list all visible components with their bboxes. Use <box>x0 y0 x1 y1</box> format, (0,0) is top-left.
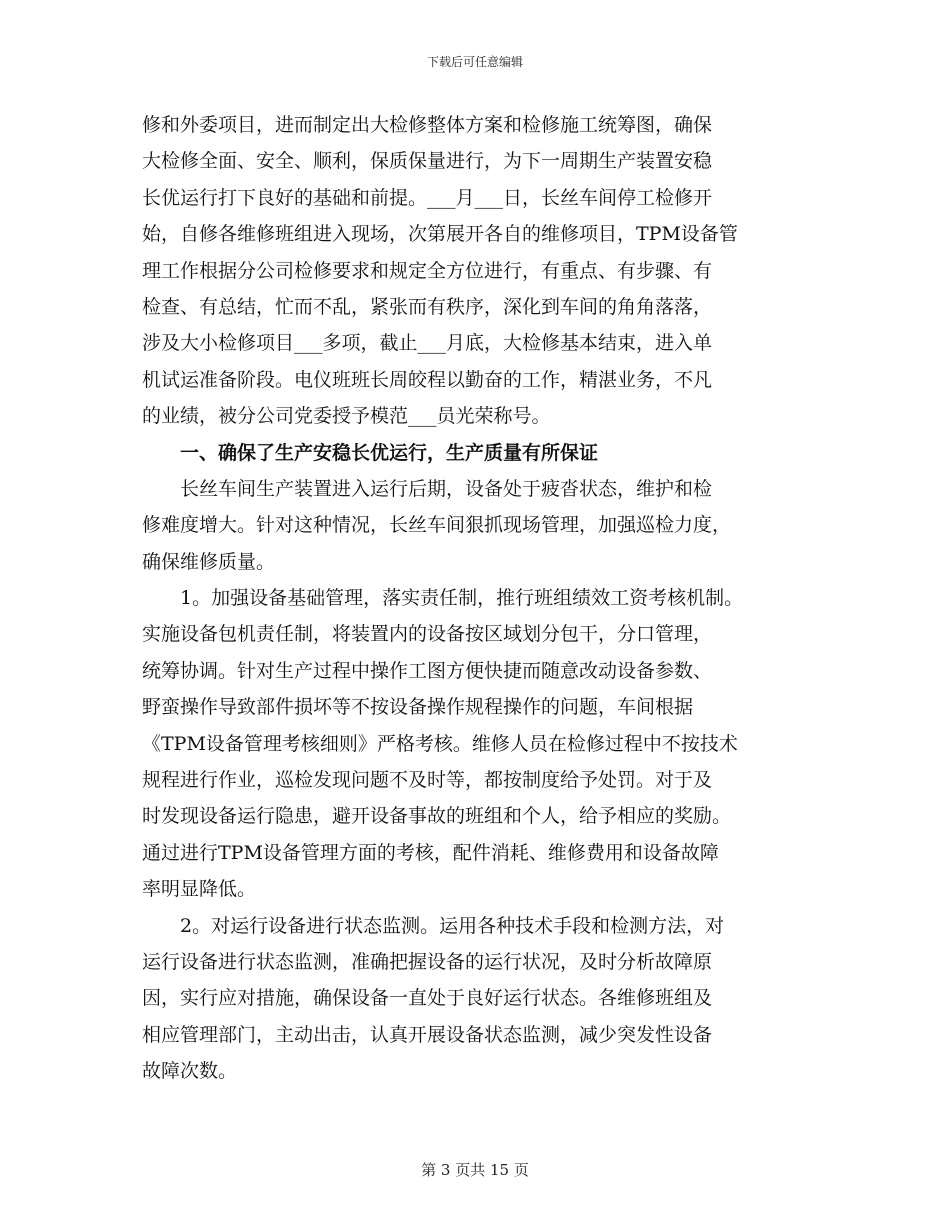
page-header-note: 下载后可任意编辑 <box>426 55 523 69</box>
text-line: 理工作根据分公司检修要求和规定全方位进行，有重点、有步骤、有 <box>142 259 713 282</box>
text-line: 通过进行TPM设备管理方面的考核，配件消耗、维修费用和设备故障 <box>142 841 719 864</box>
section-heading: 一、确保了生产安稳长优运行，生产质量有所保证 <box>180 441 599 464</box>
text-line: 故障次数。 <box>142 1060 238 1083</box>
text-line: 确保维修质量。 <box>142 550 276 573</box>
text-line: 1。加强设备基础管理，落实责任制，推行班组绩效工资考核机制。 <box>180 587 744 610</box>
text-line: 统筹协调。针对生产过程中操作工图方便快捷而随意改动设备参数、 <box>142 659 713 682</box>
text-line: 《TPM设备管理考核细则》严格考核。维修人员在检修过程中不按技术 <box>142 732 738 755</box>
text-line: 机试运准备阶段。电仪班班长周皎程以勤奋的工作，精湛业务，不凡 <box>142 368 713 391</box>
text-line: 规程进行作业，巡检发现问题不及时等，都按制度给予处罚。对于及 <box>142 769 713 792</box>
text-line: 因，实行应对措施，确保设备一直处于良好运行状态。各维修班组及 <box>142 987 713 1010</box>
document-body <box>142 107 822 1090</box>
text-line: 实施设备包机责任制，将装置内的设备按区域划分包干，分口管理， <box>142 623 713 646</box>
text-line: 的业绩，被分公司党委授予模范___员光荣称号。 <box>142 405 551 428</box>
text-line: 涉及大小检修项目___多项，截止___月底，大检修基本结束，进入单 <box>142 332 713 355</box>
text-line: 大检修全面、安全、顺利，保质保量进行，为下一周期生产装置安稳 <box>142 150 713 173</box>
text-line: 相应管理部门，主动出击，认真开展设备状态监测，减少突发性设备 <box>142 1023 713 1046</box>
text-line: 野蛮操作导致部件损坏等不按设备操作规程操作的问题，车间根据 <box>142 696 694 719</box>
text-line: 始，自修各维修班组进入现场，次第展开各自的维修项目，TPM设备管 <box>142 223 738 246</box>
text-line: 时发现设备运行隐患，避开设备事故的班组和个人，给予相应的奖励。 <box>142 805 732 828</box>
text-line: 长优运行打下良好的基础和前提。___月___日，长丝车间停工检修开 <box>142 186 713 209</box>
text-line: 率明显降低。 <box>142 878 257 901</box>
text-line: 长丝车间生产装置进入运行后期，设备处于疲沓状态，维护和检 <box>180 477 713 500</box>
text-line: 修难度增大。针对这种情况，长丝车间狠抓现场管理，加强巡检力度， <box>142 514 732 537</box>
text-line: 检查、有总结，忙而不乱，紧张而有秩序，深化到车间的角角落落， <box>142 295 713 318</box>
text-line: 修和外委项目，进而制定出大检修整体方案和检修施工统筹图，确保 <box>142 114 713 136</box>
page-number-footer: 第 3 页共 15 页 <box>421 1161 529 1179</box>
text-line: 运行设备进行状态监测，准确把握设备的运行状况，及时分析故障原 <box>142 950 713 973</box>
text-line: 2。对运行设备进行状态监测。运用各种技术手段和检测方法，对 <box>180 914 725 937</box>
